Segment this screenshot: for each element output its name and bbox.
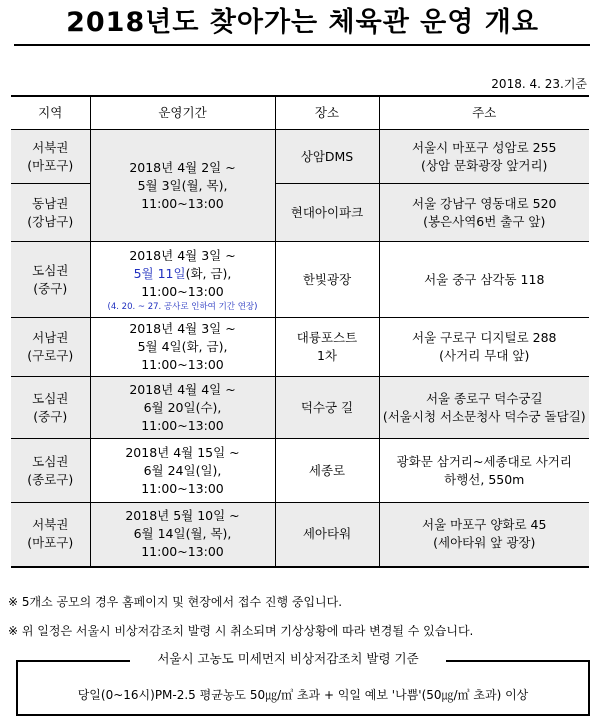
region-name: 도심권 [32,453,69,469]
table-row [11,503,589,567]
venue-name: 한빛광장 [302,271,352,287]
period-line: 6월 20일(수), [143,399,222,415]
address-line: (사거리 무대 앞) [439,348,530,363]
region-name: 서북권 [32,517,69,533]
period-line: 6월 14일(월, 목), [133,526,232,542]
venue-name: 1차 [316,348,338,363]
venue-cell [275,318,379,377]
region-cell [11,130,90,184]
period-line: 2018년 4월 4일 ~ [129,381,236,397]
address-line: 서울 중구 삼각동 118 [424,271,545,287]
region-district: (종로구) [27,471,74,487]
address-cell [379,130,589,184]
venue-name: 덕수궁 길 [300,399,354,415]
period-cell [90,318,275,377]
region-name: 서북권 [32,139,69,155]
address-line: 서울 강남구 영동대로 520 [412,195,557,211]
address-cell [379,377,589,439]
address-line: 서울시 마포구 성암로 255 [412,139,557,155]
address-cell [379,184,589,242]
period-line [91,265,275,283]
period-days: (화, 금), [185,265,232,281]
header-period: 운영기간 [90,96,275,130]
address-cell [379,242,589,318]
title-underline [14,44,590,46]
table-row [11,318,589,377]
footnote-application: ※ 5개소 공모의 경우 홈페이지 및 현장에서 접수 진행 중입니다. [8,595,343,609]
region-district: (마포구) [27,157,74,173]
region-name: 도심권 [32,390,69,406]
period-line: 11:00~13:00 [141,480,224,496]
period-line: 6월 24일(일), [143,462,222,478]
schedule-table [11,95,589,568]
period-line: 2018년 4월 15일 ~ [125,444,240,460]
criteria-box-title: 서울시 고농도 미세먼지 비상저감조치 발령 기준 [130,648,446,670]
venue-cell [275,503,379,567]
period-line: 5월 3일(월, 목), [137,177,228,193]
address-line: (봉은사역6번 출구 앞) [423,213,546,229]
address-line: 하행선, 550m [444,471,525,487]
venue-name: 상암DMS [300,148,354,164]
venue-name: 세종로 [308,462,346,478]
region-cell [11,318,90,377]
region-name: 서남권 [32,330,69,345]
period-line: 2018년 4월 3일 ~ [129,247,236,263]
venue-cell [275,377,379,439]
address-line: (서울시청 서소문청사 덕수궁 돌담길) [382,408,586,424]
venue-cell [275,130,379,184]
period-line: 11:00~13:00 [141,544,224,560]
period-line: 11:00~13:00 [141,417,224,433]
address-cell [379,439,589,503]
address-line: 서울 종로구 덕수궁길 [425,390,543,406]
region-cell [11,377,90,439]
period-line: 11:00~13:00 [141,195,224,211]
address-cell [379,503,589,567]
address-cell [379,318,589,377]
period-cell [90,503,275,567]
address-line: 광화문 삼거리~세종대로 사거리 [396,453,572,469]
table-row [11,130,589,184]
region-cell [11,439,90,503]
page-title: 2018년도 찾아가는 체육관 운영 개요 [66,7,539,38]
period-cell [90,439,275,503]
address-line: (세아타워 앞 광장) [433,535,536,551]
venue-name: 대륭포스트 [296,330,358,345]
period-cell [90,130,275,242]
criteria-box-text: 당일(0~16시)PM-2.5 평균농도 50㎍/㎥ 초과 + 익일 예보 '나쁨'(50㎍/㎥ 초과) 이상 [77,688,529,702]
region-district: (마포구) [27,535,74,551]
header-region: 지역 [11,96,90,130]
region-cell [11,184,90,242]
region-cell [11,503,90,567]
address-line: 서울 마포구 양화로 45 [422,517,547,533]
region-district: (중구) [33,280,68,296]
venue-cell [275,242,379,318]
period-line: 2018년 4월 2일 ~ [129,159,236,175]
venue-cell [275,184,379,242]
region-district: (구로구) [27,348,74,363]
extended-end-date: 5월 11일 [133,265,186,281]
period-line: 11:00~13:00 [141,357,224,372]
venue-name: 세아타워 [302,526,352,542]
footnote-cancellation: ※ 위 일정은 서울시 비상저감조치 발령 시 취소되며 기상상황에 따라 변경될 수 있습니다. [8,624,474,638]
region-district: (강남구) [27,213,74,229]
region-name: 도심권 [32,262,69,278]
region-name: 동남권 [32,195,69,211]
region-district: (중구) [33,408,68,424]
period-line: 2018년 4월 3일 ~ [129,321,236,336]
header-address: 주소 [379,96,589,130]
table-row [11,377,589,439]
extension-note: (4. 20. ~ 27. 공사로 인하여 기간 연장) [107,301,258,312]
address-line: 서울 구로구 디지털로 288 [412,330,557,345]
period-line: 5월 4일(화, 금), [137,339,228,354]
period-cell [90,377,275,439]
date-note: 2018. 4. 23.기준 [491,77,587,91]
period-cell [90,242,275,318]
venue-name: 현대아이파크 [290,204,364,220]
table-row [11,242,589,318]
table-header-row [11,96,589,130]
period-line: 11:00~13:00 [141,283,224,299]
table-row [11,439,589,503]
region-cell [11,242,90,318]
venue-cell [275,439,379,503]
address-line: (상암 문화광장 앞거리) [421,157,548,173]
header-venue: 장소 [275,96,379,130]
period-line: 2018년 5월 10일 ~ [125,508,240,524]
